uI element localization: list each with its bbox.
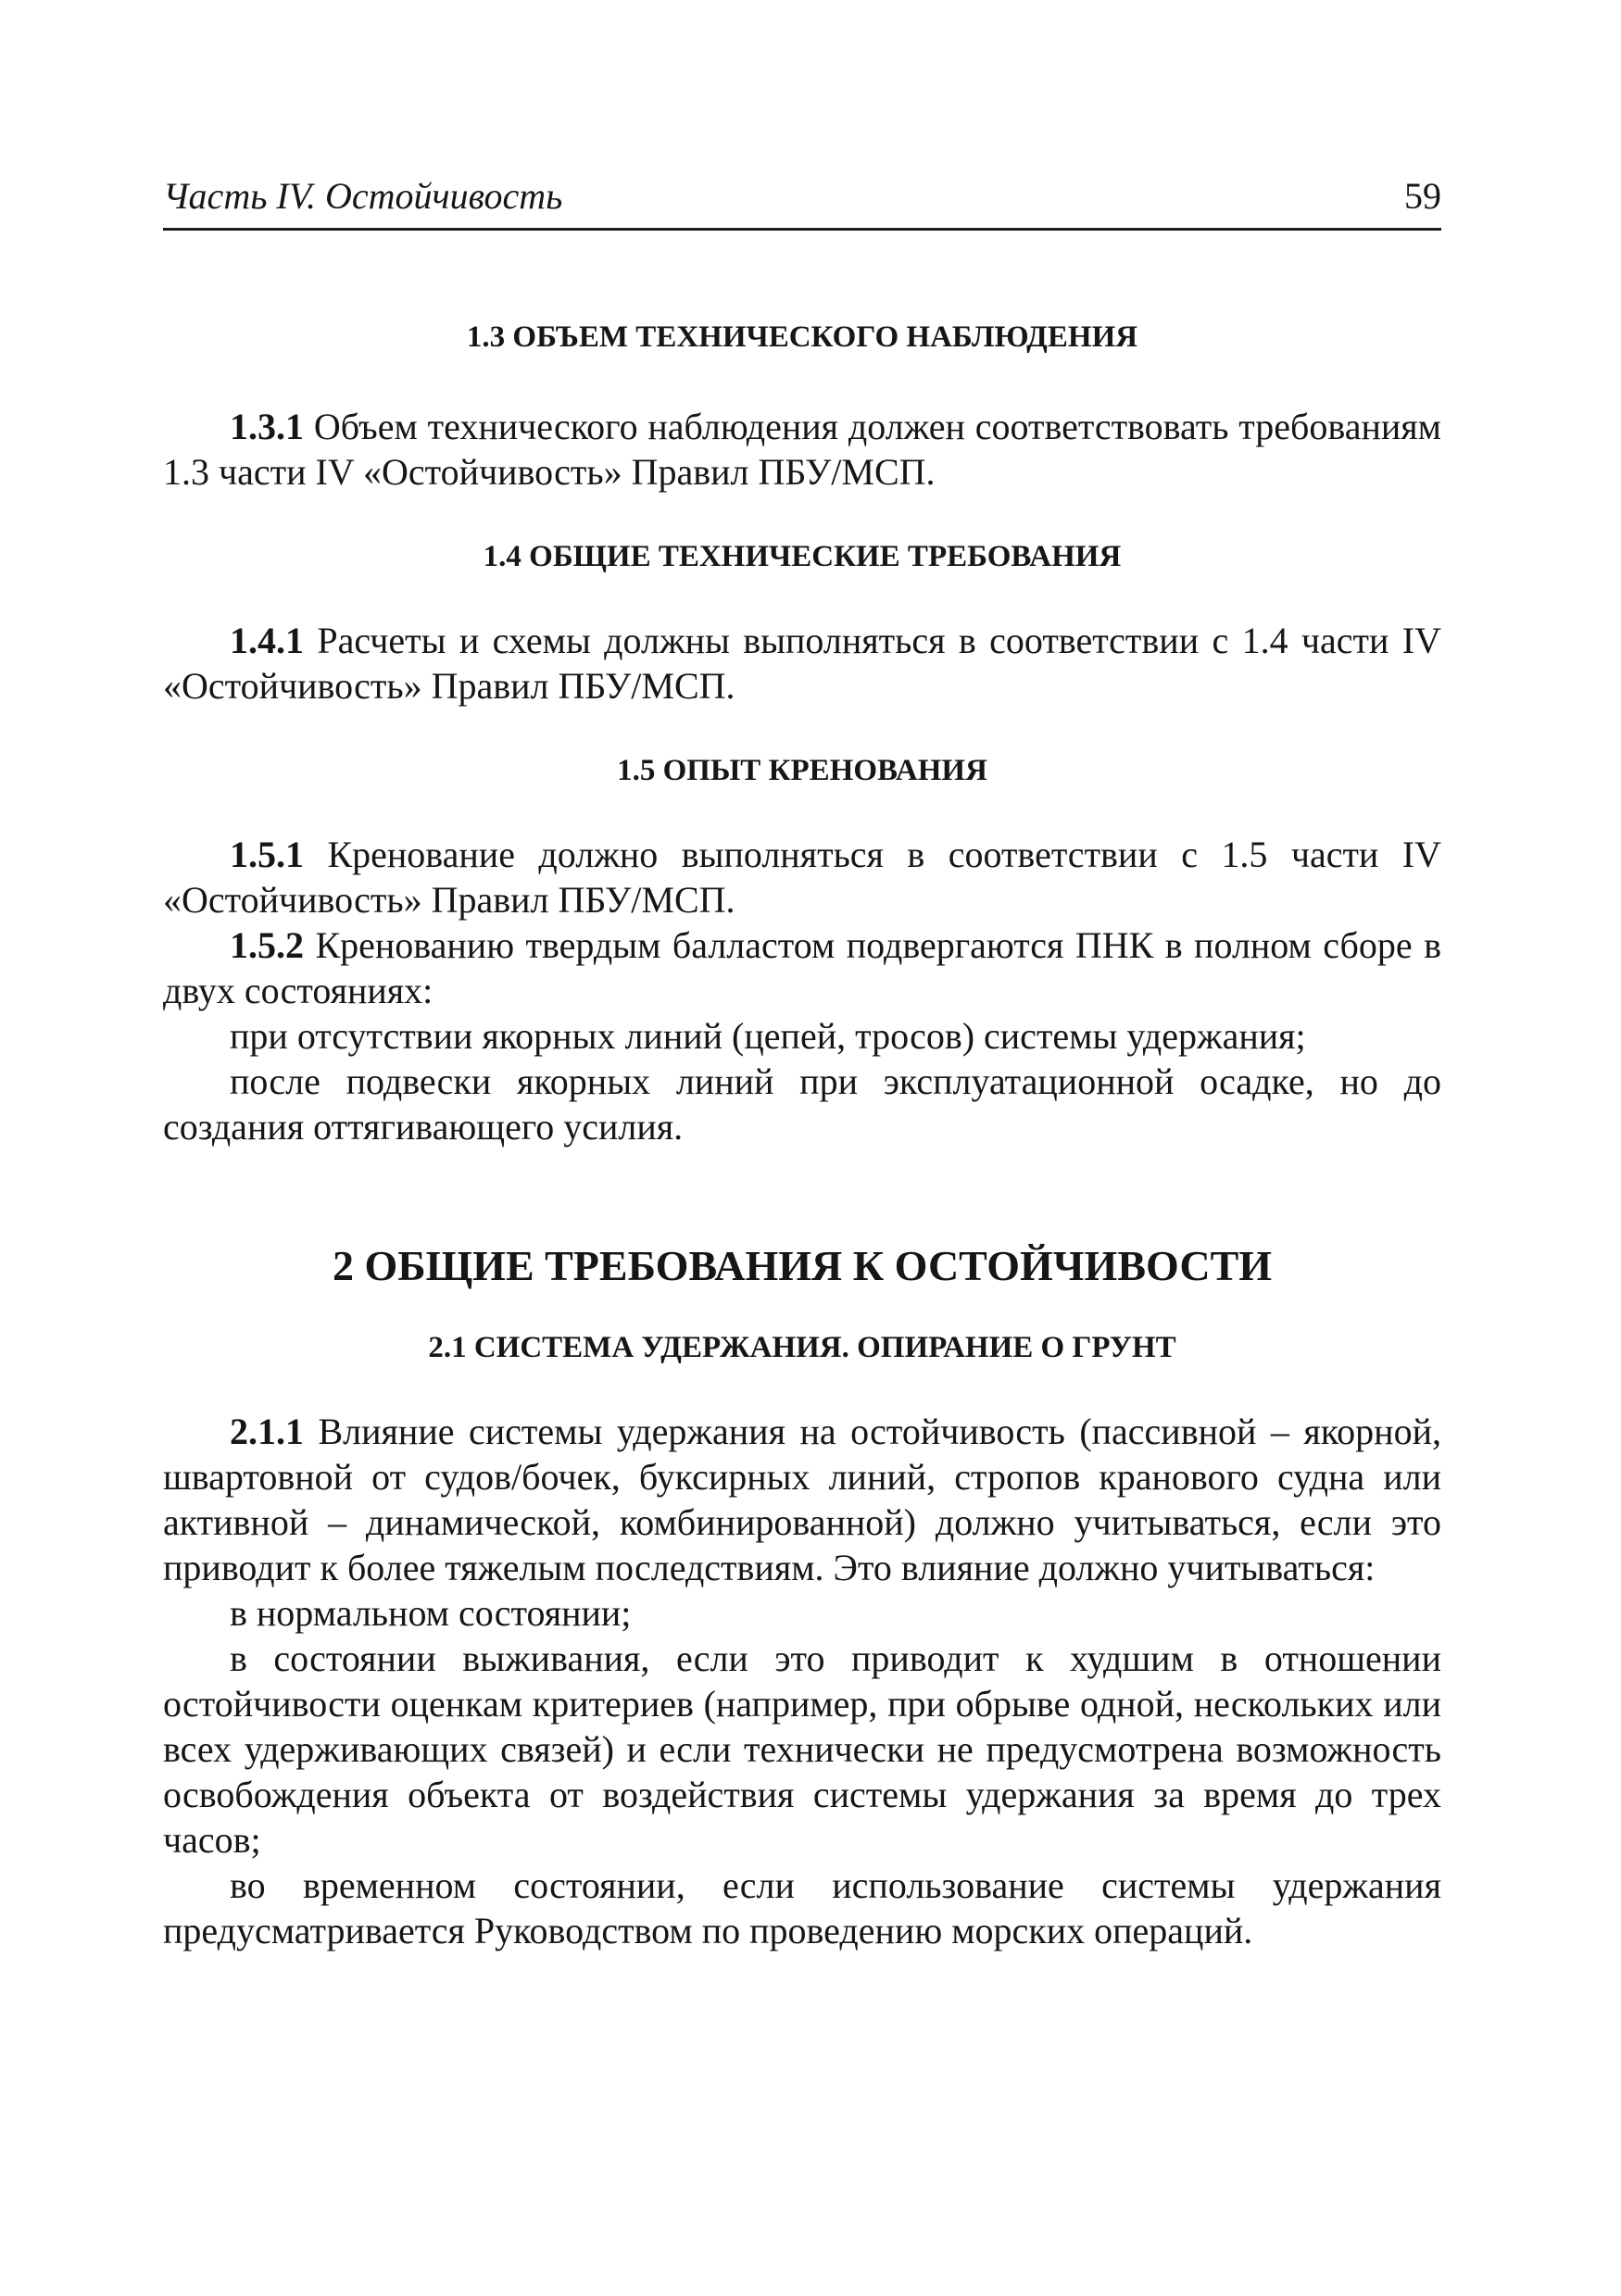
list-item: в состоянии выживания, если это приводит к худшим в отношении остойчивости оценкам критериев (например, при обрыве одной, нескольких или всех удерживающих связей) и если технически не предусмотрена возможность освобождения объекта от воздействия системы удержания за время до трех часов; <box>163 1637 1441 1861</box>
clause-number: 1.5.1 <box>230 834 304 875</box>
running-header <box>163 172 1441 220</box>
clause-number: 1.5.2 <box>230 924 304 966</box>
chapter-heading-2: 2 ОБЩИЕ ТРЕБОВАНИЯ К ОСТОЙЧИВОСТИ <box>332 1242 1273 1289</box>
clause-number: 1.4.1 <box>230 620 304 661</box>
section-heading-1-4: 1.4 ОБЩИЕ ТЕХНИЧЕСКИЕ ТРЕБОВАНИЯ <box>483 540 1122 573</box>
clause-number: 2.1.1 <box>230 1411 304 1452</box>
paragraph-text: Влияние системы удержания на остойчивость (пассивной – якорной, швартовной от судов/бочек, буксирных линий, стропов кранового судна или активной – динамической, комбинированной) должно учитываться, если это приводит к более тяжелым последствиям. Это влияние должно учитываться: <box>163 1411 1441 1588</box>
page-body <box>163 315 1441 1953</box>
paragraph-1-3-1 <box>163 404 1441 495</box>
part-title: Часть IV. Остойчивость <box>163 175 563 217</box>
paragraph-1-5-2 <box>163 922 1441 1013</box>
paragraph-text: Расчеты и схемы должны выполняться в соответствии с 1.4 части IV «Остойчивость» Правил ПБУ/МСП. <box>163 620 1441 707</box>
page-number: 59 <box>1404 175 1441 217</box>
list-item: во временном состоянии, если использование системы удержания предусматривается Руководством по проведению морских операций. <box>163 1864 1441 1951</box>
paragraph-text: Кренование должно выполняться в соответствии с 1.5 части IV «Остойчивость» Правил ПБУ/МСП. <box>163 834 1441 921</box>
paragraph-1-4-1 <box>163 618 1441 709</box>
list-item: после подвески якорных линий при эксплуатационной осадке, но до создания оттягивающего усилия. <box>163 1060 1441 1148</box>
paragraph-2-1-1 <box>163 1409 1441 1590</box>
paragraph-text: Объем технического наблюдения должен соответствовать требованиям 1.3 части IV «Остойчивость» Правил ПБУ/МСП. <box>163 406 1441 493</box>
header-rule <box>163 228 1441 231</box>
section-heading-1-5: 1.5 ОПЫТ КРЕНОВАНИЯ <box>617 754 987 787</box>
clause-number: 1.3.1 <box>230 406 304 447</box>
list-item: в нормальном состоянии; <box>230 1592 632 1634</box>
section-heading-2-1: 2.1 СИСТЕМА УДЕРЖАНИЯ. ОПИРАНИЕ О ГРУНТ <box>428 1331 1176 1364</box>
paragraph-text: Кренованию твердым балластом подвергаются ПНК в полном сборе в двух состояниях: <box>163 924 1441 1011</box>
section-heading-1-3: 1.3 ОБЪЕМ ТЕХНИЧЕСКОГО НАБЛЮДЕНИЯ <box>466 320 1138 354</box>
paragraph-1-5-1 <box>163 832 1441 922</box>
list-item: при отсутствии якорных линий (цепей, тросов) системы удержания; <box>230 1015 1306 1057</box>
